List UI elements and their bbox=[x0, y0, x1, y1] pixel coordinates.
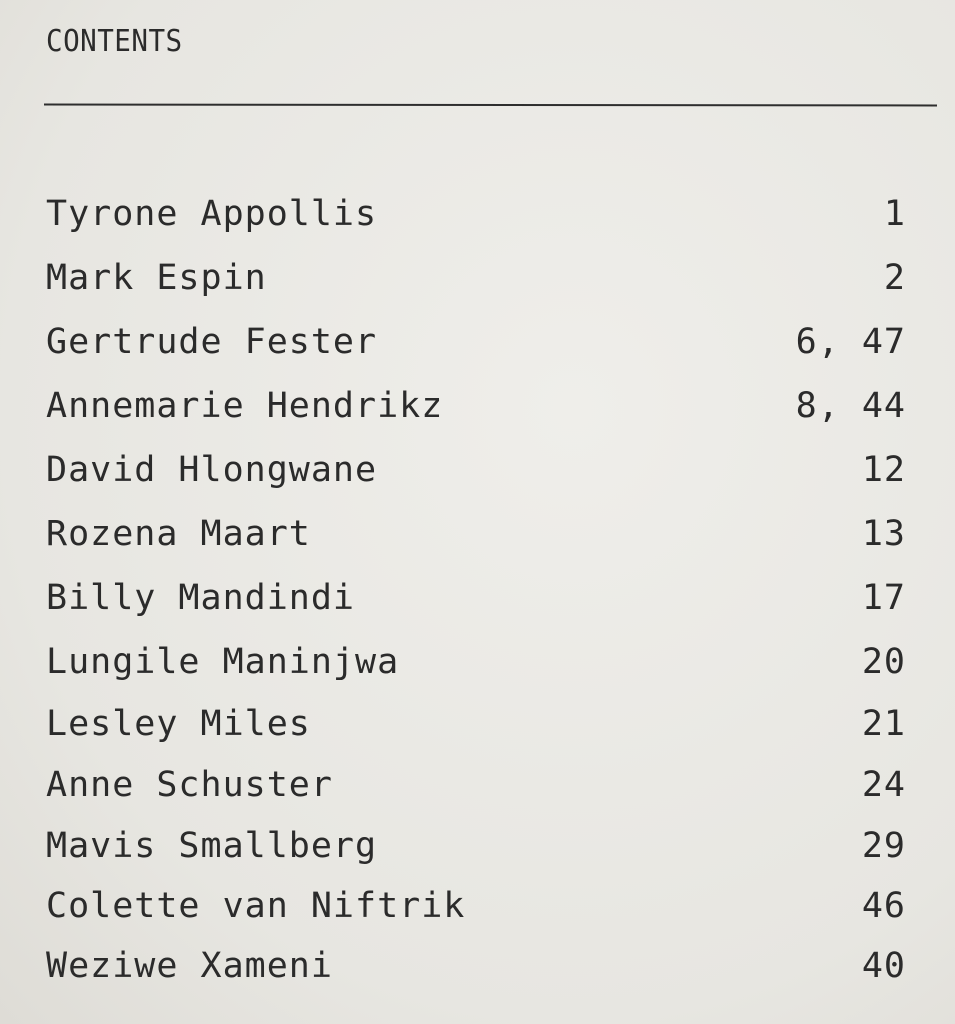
entry-author: Gertrude Fester bbox=[46, 322, 378, 362]
entry-pages: 24 bbox=[861, 765, 906, 805]
entry-author: Annemarie Hendrikz bbox=[46, 386, 444, 426]
contents-entry bbox=[46, 382, 906, 430]
contents-entry bbox=[46, 822, 906, 870]
entry-pages: 13 bbox=[861, 514, 906, 554]
entry-pages: 1 bbox=[883, 194, 906, 234]
contents-entry bbox=[46, 638, 906, 686]
entry-pages: 21 bbox=[861, 704, 906, 744]
contents-entry bbox=[46, 761, 906, 809]
contents-entry bbox=[46, 510, 906, 558]
contents-entry bbox=[46, 882, 906, 930]
contents-entry bbox=[46, 574, 906, 622]
entry-author: Lungile Maninjwa bbox=[46, 642, 400, 682]
entry-pages: 20 bbox=[861, 642, 906, 682]
entry-pages: 17 bbox=[861, 578, 906, 618]
entry-pages: 12 bbox=[861, 450, 906, 490]
entry-pages: 6, 47 bbox=[795, 322, 906, 362]
page-title: CONTENTS bbox=[46, 24, 183, 59]
entry-pages: 29 bbox=[861, 826, 906, 866]
contents-entry bbox=[46, 942, 906, 990]
entry-author: Anne Schuster bbox=[46, 765, 333, 805]
entry-pages: 8, 44 bbox=[795, 386, 906, 426]
entry-author: Tyrone Appollis bbox=[46, 194, 378, 234]
entry-author: Weziwe Xameni bbox=[46, 946, 333, 986]
entry-author: Billy Mandindi bbox=[46, 578, 356, 618]
entry-author: Colette van Niftrik bbox=[46, 886, 466, 926]
contents-entry bbox=[46, 446, 906, 494]
entry-author: Lesley Miles bbox=[46, 704, 311, 744]
entry-pages: 46 bbox=[861, 886, 906, 926]
entry-author: Rozena Maart bbox=[46, 514, 311, 554]
contents-entry bbox=[46, 700, 906, 748]
contents-entry bbox=[46, 318, 906, 366]
entry-pages: 2 bbox=[883, 258, 906, 298]
entry-author: Mark Espin bbox=[46, 258, 267, 298]
contents-entry bbox=[46, 254, 906, 302]
entry-author: David Hlongwane bbox=[46, 450, 378, 490]
entry-pages: 40 bbox=[861, 946, 906, 986]
entry-author: Mavis Smallberg bbox=[46, 826, 378, 866]
contents-entry bbox=[46, 190, 906, 238]
